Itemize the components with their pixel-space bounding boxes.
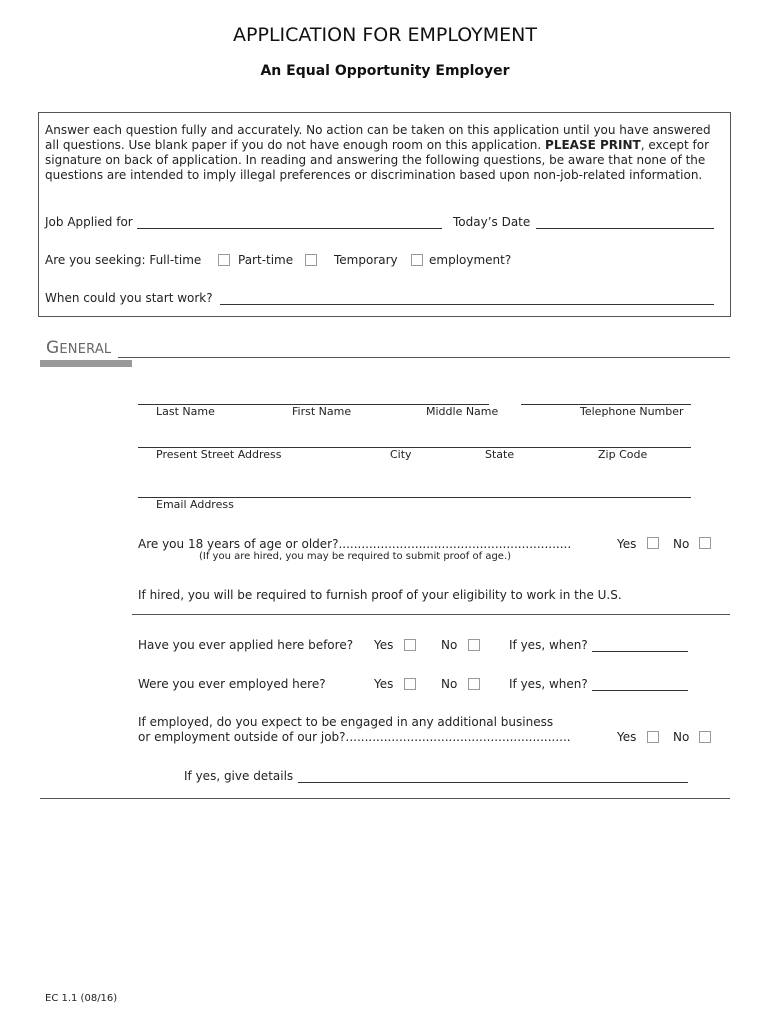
first-name-label: First Name bbox=[292, 405, 352, 418]
full-time-checkbox[interactable] bbox=[218, 254, 230, 266]
start-work-label: When could you start work? bbox=[45, 291, 213, 305]
employed-before-label: Were you ever employed here? bbox=[138, 677, 326, 691]
age-note: (If you are hired, you may be required to submit proof of age.) bbox=[199, 551, 512, 562]
section-accent-bar bbox=[40, 360, 132, 367]
applied-when-label: If yes, when? bbox=[509, 638, 588, 652]
intro-emphasis: PLEASE PRINT bbox=[545, 138, 641, 152]
section-title-first: G bbox=[46, 338, 60, 358]
city-label: City bbox=[390, 448, 412, 461]
form-subtitle: An Equal Opportunity Employer bbox=[260, 63, 510, 79]
employed-no-label: No bbox=[441, 677, 458, 691]
todays-date-field[interactable] bbox=[536, 228, 714, 229]
middle-name-label: Middle Name bbox=[426, 405, 499, 418]
additional-business-line1: If employed, do you expect to be engaged in any additional business bbox=[138, 715, 554, 729]
additional-yes-label: Yes bbox=[617, 730, 637, 744]
applied-no-checkbox[interactable] bbox=[468, 639, 480, 651]
age-yes-checkbox[interactable] bbox=[647, 537, 659, 549]
give-details-label: If yes, give details bbox=[184, 769, 294, 783]
additional-no-label: No bbox=[673, 730, 690, 744]
start-work-field[interactable] bbox=[220, 304, 714, 305]
applied-yes-checkbox[interactable] bbox=[404, 639, 416, 651]
applied-yes-label: Yes bbox=[374, 638, 394, 652]
applied-when-field[interactable] bbox=[592, 651, 688, 652]
zip-label: Zip Code bbox=[598, 448, 648, 461]
street-label: Present Street Address bbox=[156, 448, 282, 461]
last-name-label: Last Name bbox=[156, 405, 215, 418]
section-title-rest: ENERAL bbox=[59, 342, 112, 357]
eligibility-text: If hired, you will be required to furnish proof of your eligibility to work in the U.S. bbox=[138, 588, 622, 602]
telephone-label: Telephone Number bbox=[580, 405, 684, 418]
age-no-checkbox[interactable] bbox=[699, 537, 711, 549]
additional-no-checkbox[interactable] bbox=[699, 731, 711, 743]
temporary-label: Temporary bbox=[334, 253, 398, 267]
eligibility-rule bbox=[132, 614, 730, 615]
todays-date-label: Today’s Date bbox=[453, 215, 531, 229]
section-end-rule bbox=[40, 798, 730, 799]
form-code: EC 1.1 (08/16) bbox=[45, 993, 118, 1004]
form-title: APPLICATION FOR EMPLOYMENT bbox=[233, 24, 537, 46]
part-time-label: Part-time bbox=[238, 253, 294, 267]
job-applied-field[interactable] bbox=[137, 228, 442, 229]
applied-no-label: No bbox=[441, 638, 458, 652]
intro-text-after: , except for signature on back of application. In reading and answering the following questions, be aware that none of the questions are intended to imply illegal preferences or discrimination based upon non-job-related information. bbox=[45, 138, 710, 182]
age-no-label: No bbox=[673, 537, 690, 551]
state-label: State bbox=[485, 448, 515, 461]
employed-when-field[interactable] bbox=[592, 690, 688, 691]
applied-before-label: Have you ever applied here before? bbox=[138, 638, 354, 652]
job-applied-label: Job Applied for bbox=[45, 215, 133, 229]
intro-paragraph bbox=[45, 123, 720, 183]
section-title-general bbox=[46, 338, 111, 358]
section-rule bbox=[118, 357, 730, 358]
age-question: Are you 18 years of age or older?............................................................. bbox=[138, 537, 572, 551]
employed-yes-checkbox[interactable] bbox=[404, 678, 416, 690]
give-details-field[interactable] bbox=[298, 782, 688, 783]
intro-text-before: Answer each question fully and accurately. No action can be taken on this application until you have answered all questions. Use blank paper if you do not have enough room on this application. bbox=[45, 123, 711, 152]
employment-label: employment? bbox=[429, 253, 512, 267]
temporary-checkbox[interactable] bbox=[411, 254, 423, 266]
additional-business-line2: or employment outside of our job?........................................................... bbox=[138, 730, 571, 744]
additional-yes-checkbox[interactable] bbox=[647, 731, 659, 743]
employed-no-checkbox[interactable] bbox=[468, 678, 480, 690]
employed-yes-label: Yes bbox=[374, 677, 394, 691]
age-yes-label: Yes bbox=[617, 537, 637, 551]
email-label: Email Address bbox=[156, 498, 234, 511]
part-time-checkbox[interactable] bbox=[305, 254, 317, 266]
seeking-label: Are you seeking: Full-time bbox=[45, 253, 202, 267]
employed-when-label: If yes, when? bbox=[509, 677, 588, 691]
